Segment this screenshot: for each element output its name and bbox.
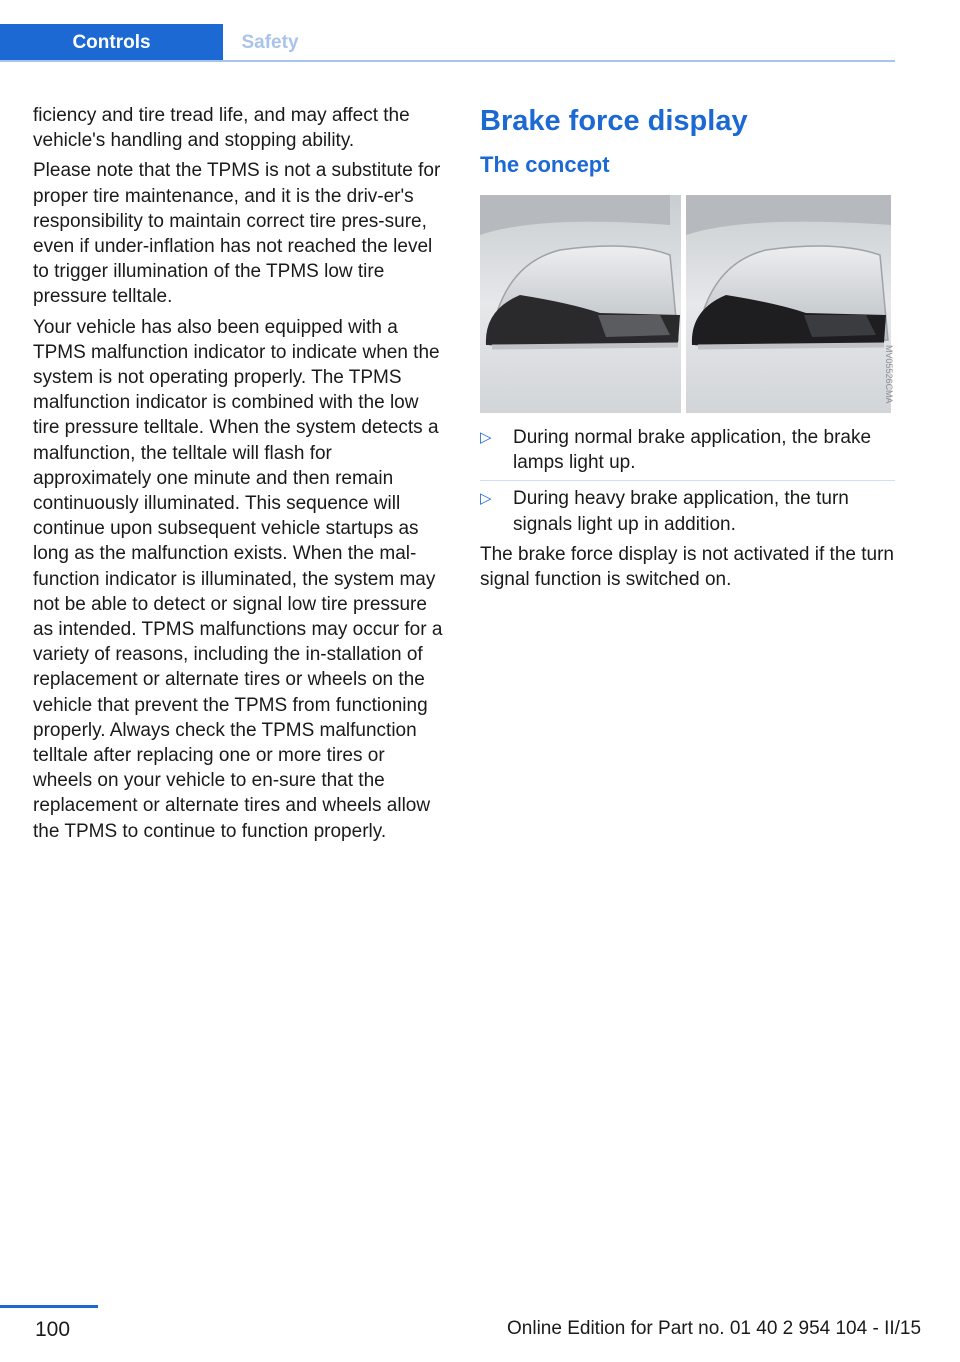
brake-lamp-illustration (480, 195, 894, 413)
triangle-bullet-icon: ▷ (480, 490, 492, 508)
footer-rule (0, 1305, 98, 1308)
brake-lamp-figure (480, 195, 894, 413)
bullet-list (480, 425, 895, 537)
tab-controls[interactable]: Controls (0, 24, 223, 62)
section-title: Brake force display (480, 105, 748, 137)
list-item-text: During normal brake application, the brake lamps light up. (513, 427, 872, 474)
chapter-tab-bar (0, 24, 895, 62)
right-column (480, 103, 895, 597)
bullet-divider (480, 480, 895, 481)
tab-bar-rule (0, 60, 895, 62)
page-number: 100 (35, 1318, 71, 1341)
closing-paragraph: The brake force display is not activated if the turn signal function is switched on. (480, 543, 894, 591)
list-item (480, 425, 895, 475)
paragraph: Please note that the TPMS is not a substitute for proper tire maintenance, and it is the driv-er's responsibility to maintain correct tire pres-sure, even if under-inflation has not reached the level to trigger illumination of the TPMS low tire pressure telltale. (33, 160, 441, 308)
subsection-title: The concept (480, 152, 610, 177)
tab-safety[interactable]: Safety (241, 32, 299, 53)
list-item-text: During heavy brake application, the turn signals light up in addition. (513, 488, 849, 535)
paragraph: ficiency and tire tread life, and may affect the vehicle's handling and stopping ability. (33, 105, 410, 152)
paragraph: Your vehicle has also been equipped with a TPMS malfunction indicator to indicate when the system is not operating properly. The TPMS malfunction indicator is combined with the low tire pressure telltale. When the system detects a malfunction, the telltale will flash for approximately one minute and then remain continuously illuminated. This sequence will continue upon subsequent vehicle startups as long as the malfunction exists. When the mal-function indicator is illuminated, the system may not be able to detect or signal low tire pressure as intended. TPMS malfunctions may occur for a variety of reasons, including the in-stallation of replacement or alternate tires or wheels on the vehicle that prevent the TPMS from functioning properly. Always check the TPMS malfunction telltale after replacing one or more tires or wheels on your vehicle to en-sure that the replacement or alternate tires and wheels allow the TPMS to continue to function properly. (33, 316, 443, 842)
left-column (33, 103, 449, 849)
edition-footer: Online Edition for Part no. 01 40 2 954 104 - II/15 (507, 1318, 922, 1339)
image-code: MV05526CMA (884, 345, 894, 404)
list-item (480, 486, 895, 536)
triangle-bullet-icon: ▷ (480, 429, 492, 446)
